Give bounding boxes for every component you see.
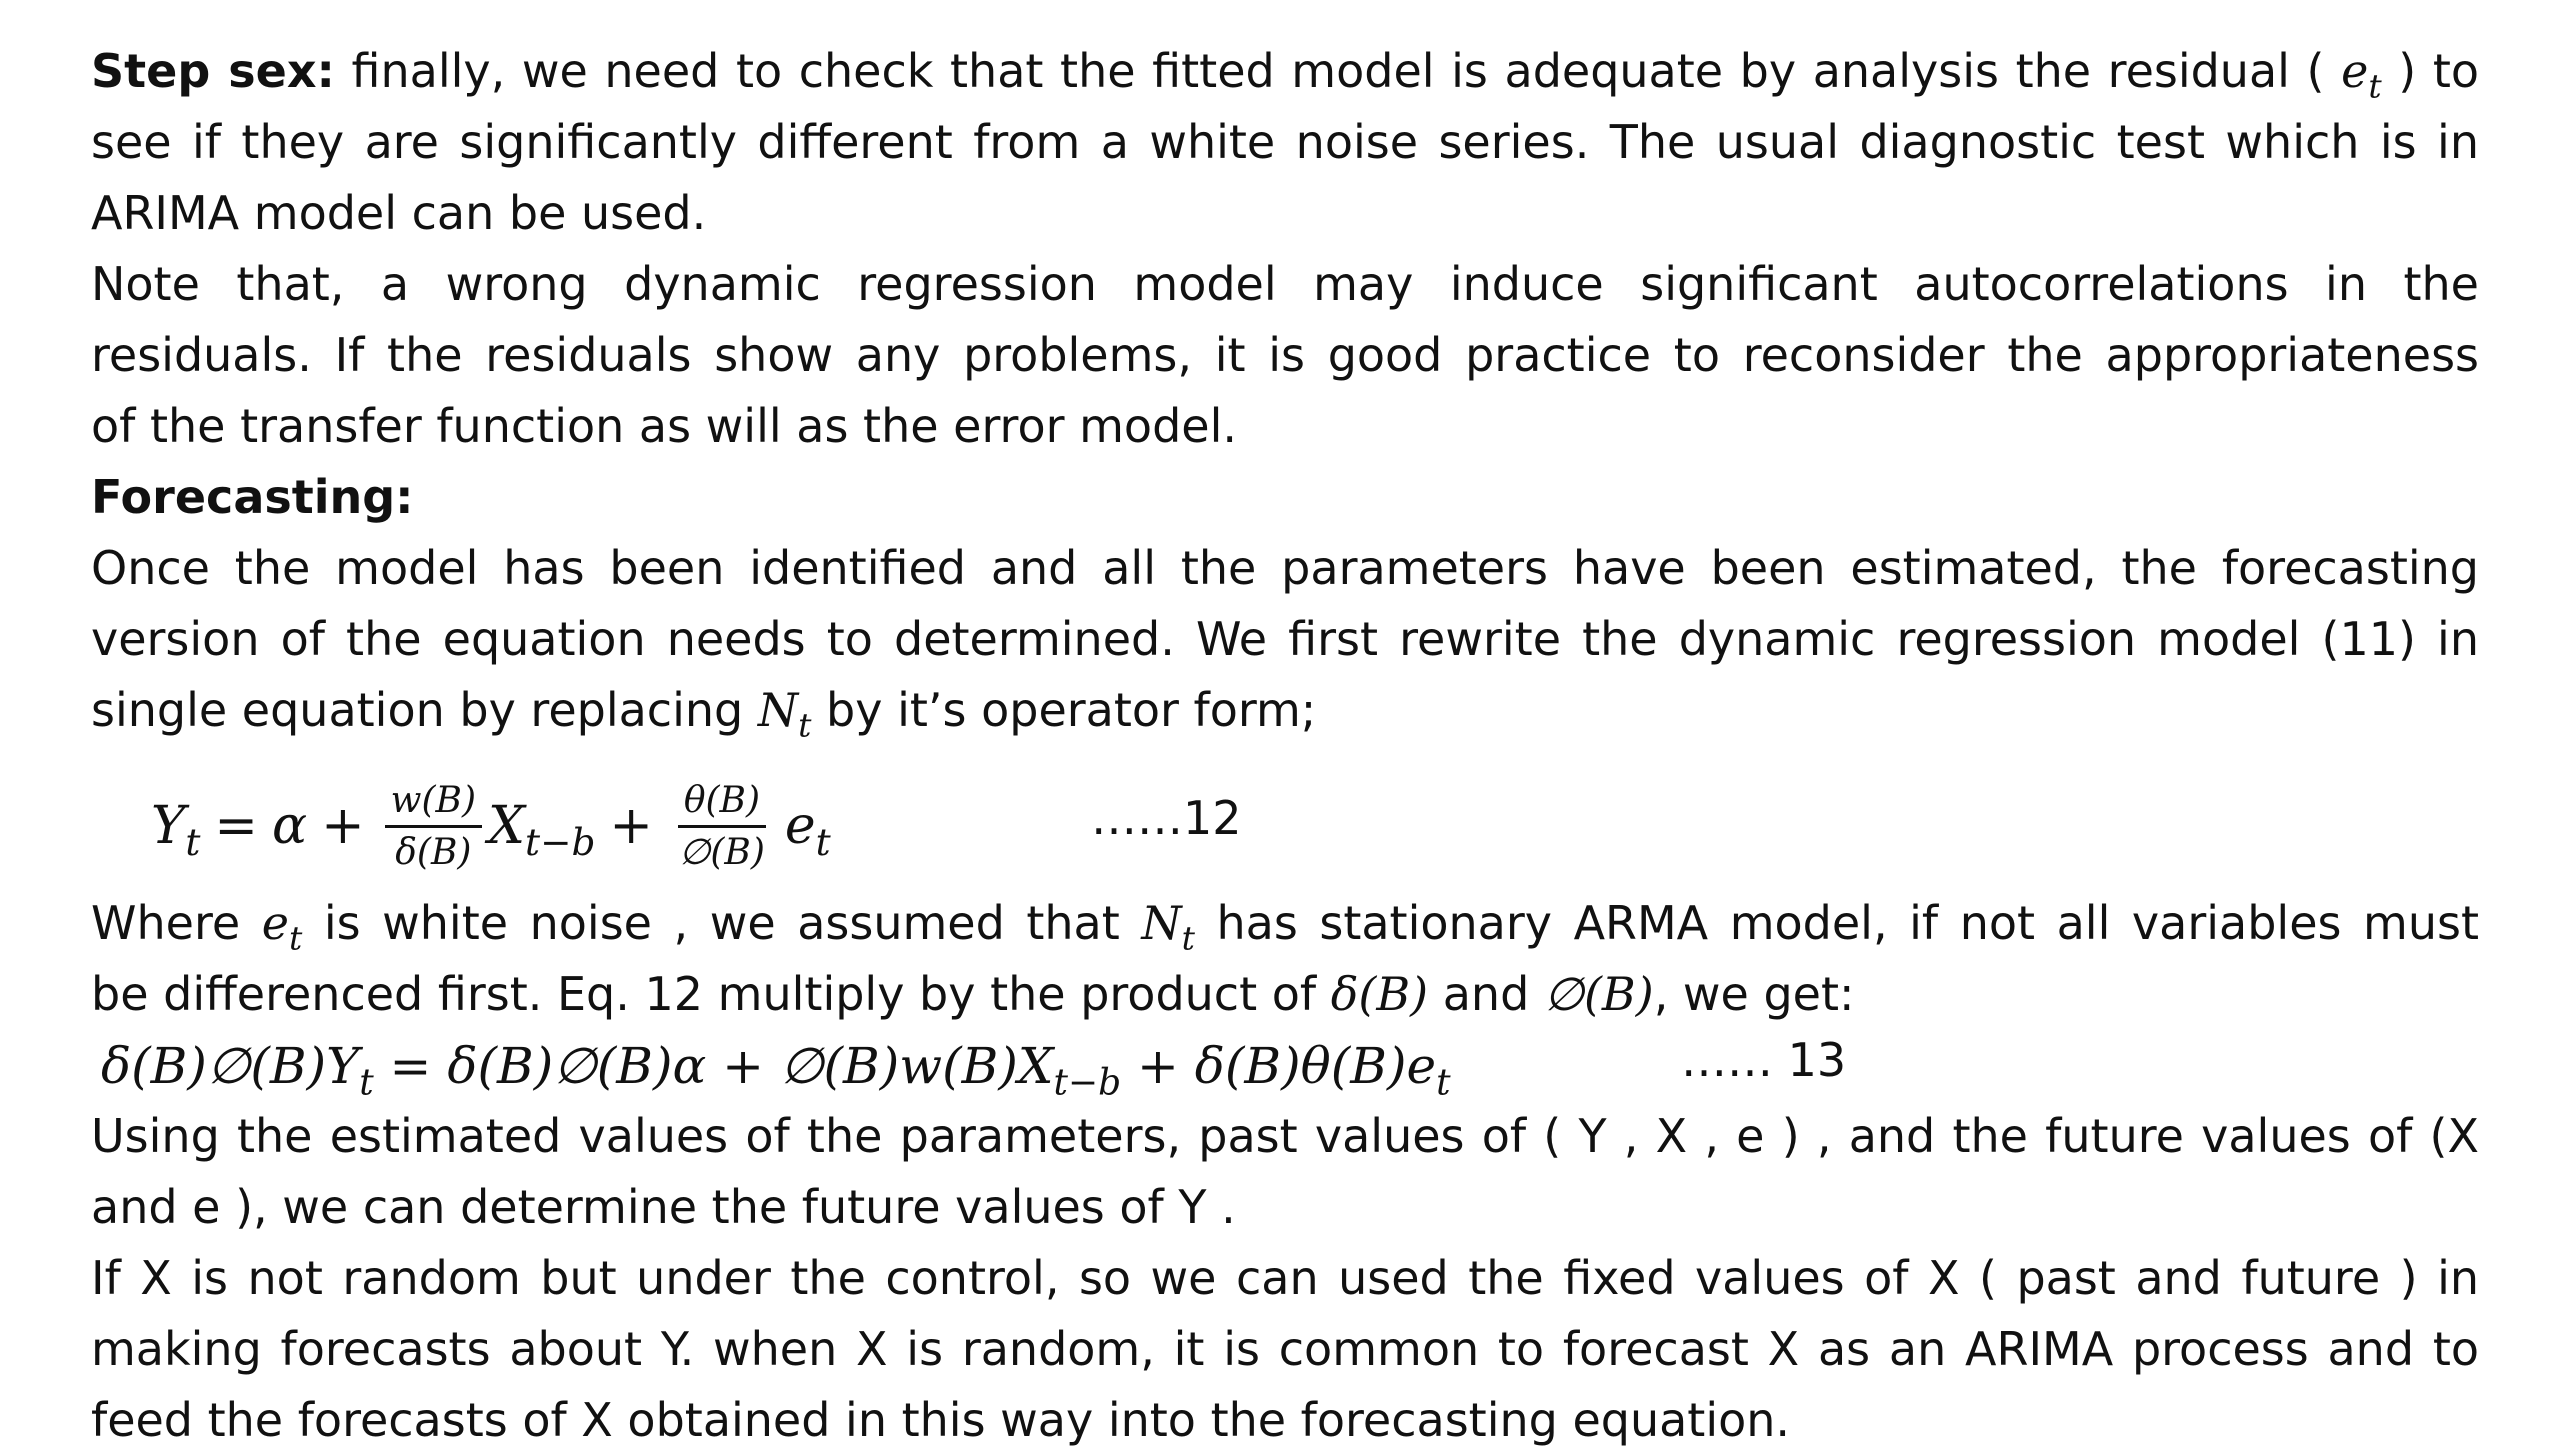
delta-b-symbol: δ(B) (1330, 967, 1429, 1021)
equation-12: $Y_t$ = α + $\frac{w(B)}{\delta(B)}$ $X_{t-b}$ + $\frac{\theta(B)}{\emptyset(B)}$ $e_t$ (151, 779, 831, 873)
once-paragraph-line-3: single equation by replacing $N_t$ by it’s operator form; (91, 683, 1317, 745)
where-paragraph-line-2: be differenced first. Eq. 12 multiply by the product of δ(B) and ∅(B), we get: (91, 967, 1855, 1021)
if-paragraph-line-1: If X is not random but under the control, so we can used the fixed values of X ( past and future ) in (91, 1251, 2479, 1305)
using-paragraph-line-1: Using the estimated values of the parameters, past values of ( Y , X , e ) , and the future values of (X (91, 1109, 2479, 1163)
forecasting-heading: Forecasting: (91, 470, 414, 524)
step-paragraph-line-2: see if they are significantly different from a white noise series. The usual diagnostic test which is in (91, 115, 2479, 169)
once-paragraph-line-1: Once the model has been identified and all the parameters have been estimated, the forecasting (91, 541, 2479, 595)
eq12-fraction-theta-phi: $\frac{\theta(B)}{\emptyset(B)}$ (678, 779, 765, 873)
note-paragraph-line-3: of the transfer function as will as the error model. (91, 399, 1237, 453)
using-paragraph-line-2: and e ), we can determine the future values of Y . (91, 1180, 1236, 1234)
step-text-1b: ) to (2398, 44, 2480, 98)
eq12-e: $e_t$ (784, 796, 831, 864)
eq12-x: $X_{t-b}$ (488, 796, 596, 864)
step-paragraph-line-1 (91, 36, 2479, 107)
note-paragraph-line-1: Note that, a wrong dynamic regression model may induce significant autocorrelations in the (91, 257, 2479, 311)
if-paragraph-line-3: feed the forecasts of X obtained in this way into the forecasting equation. (91, 1393, 1791, 1447)
nt-symbol-2: $N_t$ (1141, 896, 1195, 958)
et-symbol: $e_t$ (261, 896, 303, 958)
equation-12-number: ……12 (1091, 791, 1242, 845)
where-paragraph-line-1: Where $e_t$ is white noise , we assumed that $N_t$ has stationary ARMA model, if not all variables must (91, 896, 2479, 958)
if-paragraph-line-2: making forecasts about Y. when X is random, it is common to forecast X as an ARIMA process and to (91, 1322, 2479, 1376)
residual-symbol: $e_t$ (2341, 44, 2382, 106)
eq12-fraction-w-delta: $\frac{w(B)}{\delta(B)}$ (385, 780, 482, 873)
step-paragraph-line-3: ARIMA model can be used. (91, 186, 707, 240)
step-heading: Step sex: (91, 44, 335, 98)
eq12-y: $Y_t$ (151, 796, 201, 864)
equation-13-number: …… 13 (1681, 1033, 1847, 1087)
once-paragraph-line-2: version of the equation needs to determined. We first rewrite the dynamic regression model (11) in (91, 612, 2479, 666)
note-paragraph-line-2: residuals. If the residuals show any problems, it is good practice to reconsider the appropriateness (91, 328, 2479, 382)
step-text-1a: finally, we need to check that the fitted model is adequate by analysis the residual ( (334, 44, 2325, 98)
phi-b-symbol: ∅(B) (1543, 967, 1654, 1021)
nt-symbol: $N_t$ (757, 683, 812, 745)
equation-13: $\delta(B)\emptyset(B)Y_t$ = δ(B)∅(B)α + $\emptyset(B)w(B)X_{t-b} + \delta(B)\theta(B)e_t$ (101, 1037, 1451, 1104)
